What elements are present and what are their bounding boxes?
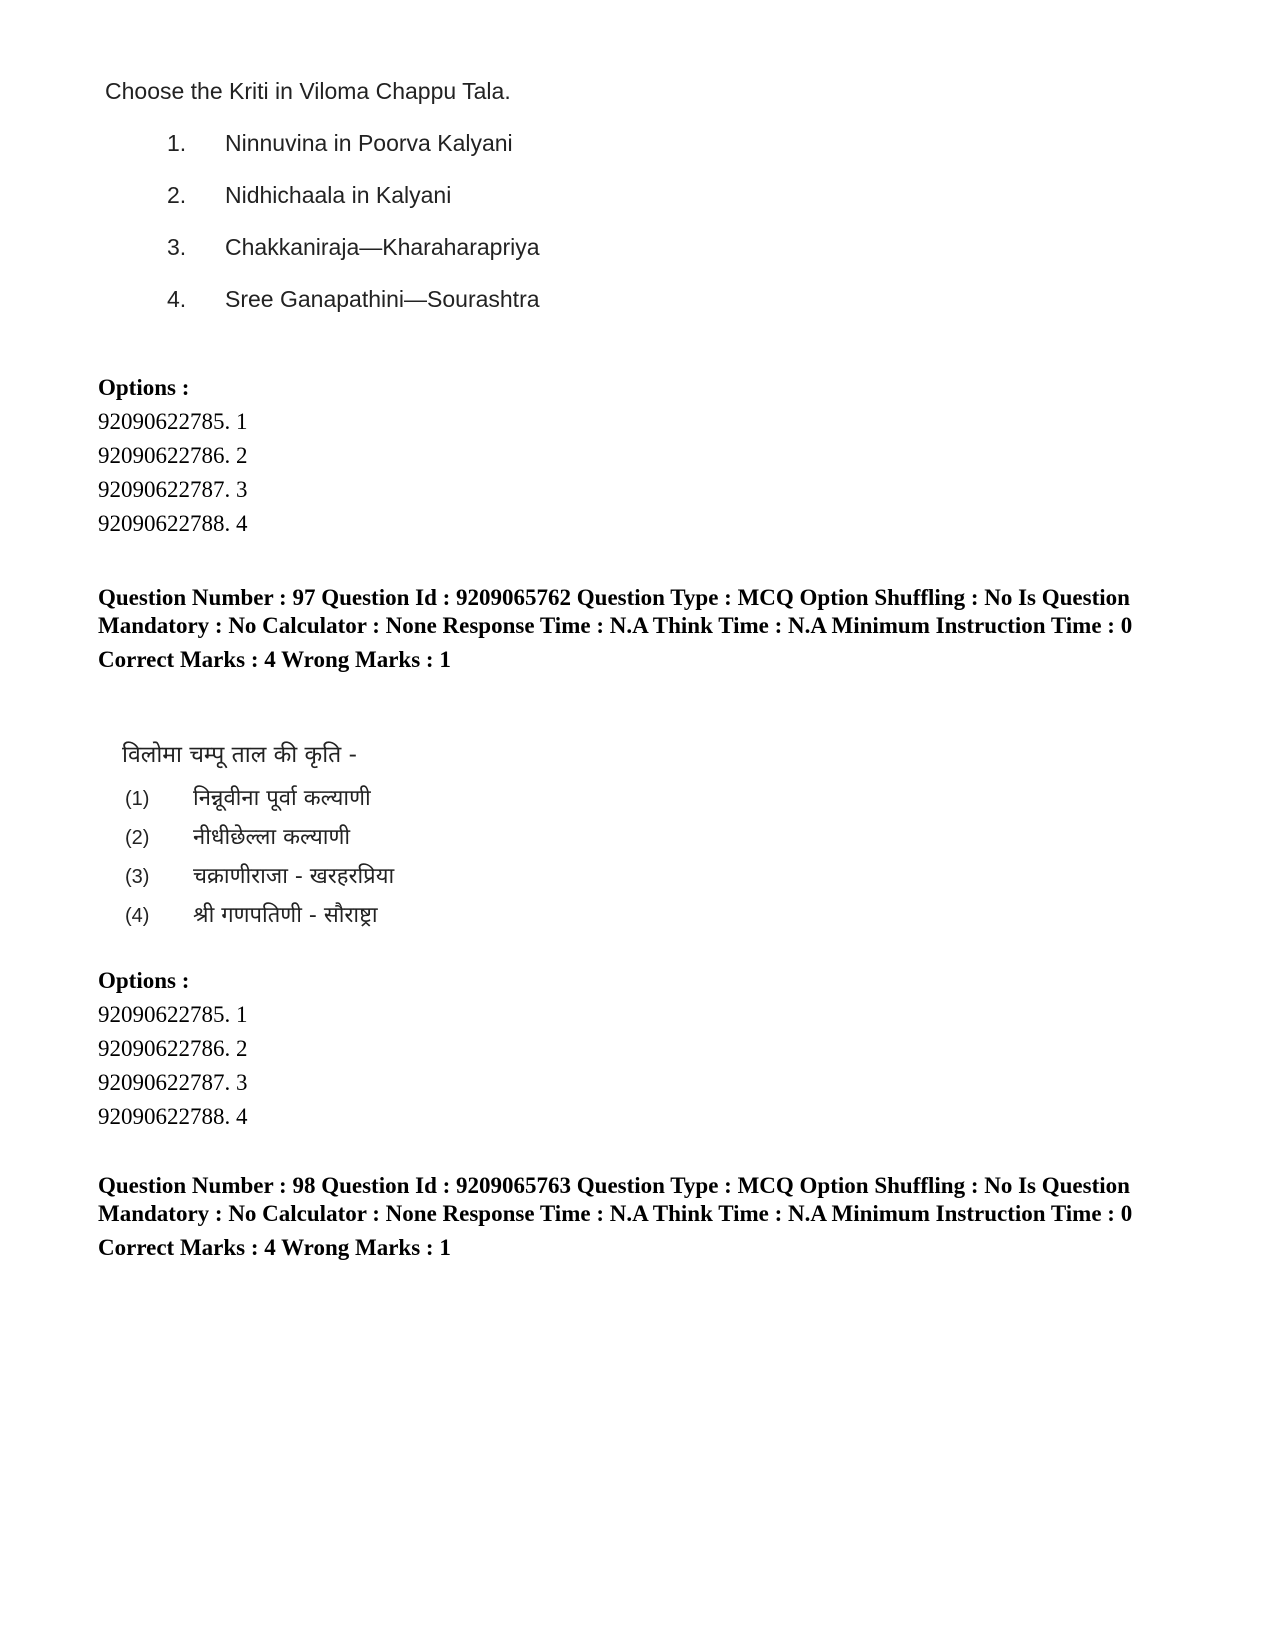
- question-choice-list: [125, 784, 394, 940]
- options-label: Options :: [98, 375, 190, 400]
- option-item: 92090622788. 4: [98, 1104, 248, 1129]
- choice-number: 3.: [167, 234, 187, 260]
- choice-text: Sree Ganapathini—Sourashtra: [225, 286, 540, 312]
- question-metadata: [98, 1172, 1208, 1262]
- options-label: Options :: [98, 968, 190, 993]
- option-item: 92090622787. 3: [98, 1070, 248, 1095]
- choice-text: Nidhichaala in Kalyani: [225, 182, 452, 208]
- choice-text: नीधीछेल्ला कल्याणी: [193, 825, 351, 850]
- question-choice: [125, 784, 394, 823]
- choice-text: श्री गणपतिणी - सौराष्ट्रा: [193, 903, 378, 928]
- question-metadata: [98, 584, 1208, 674]
- question-marks: Correct Marks : 4 Wrong Marks : 1: [98, 647, 451, 672]
- question-image-english: [105, 76, 540, 336]
- choice-text: Ninnuvina in Poorva Kalyani: [225, 130, 513, 156]
- question-stem: विलोमा चम्पू ताल की कृति -: [122, 742, 357, 768]
- option-item: 92090622785. 1: [98, 1002, 248, 1027]
- options-block: [98, 964, 248, 1134]
- question-choice: [125, 823, 394, 862]
- question-header: Question Number : 97 Question Id : 9209065762 Question Type : MCQ Option Shuffling : No Is Question Mandatory : No Calculator : None Response Time : N.A Think Time : N.A Minimum Instruction Time : 0: [98, 585, 1133, 638]
- choice-number: 2.: [167, 182, 187, 208]
- option-item: 92090622786. 2: [98, 1036, 248, 1061]
- choice-number: (2): [125, 827, 150, 849]
- question-marks: Correct Marks : 4 Wrong Marks : 1: [98, 1235, 451, 1260]
- choice-text: निन्नूवीना पूर्वा कल्याणी: [193, 786, 371, 811]
- question-choice-list: [167, 128, 540, 336]
- option-item: 92090622787. 3: [98, 477, 248, 502]
- option-item: 92090622785. 1: [98, 409, 248, 434]
- question-header: Question Number : 98 Question Id : 9209065763 Question Type : MCQ Option Shuffling : No Is Question Mandatory : No Calculator : None Response Time : N.A Think Time : N.A Minimum Instruction Time : 0: [98, 1173, 1133, 1226]
- choice-number: (1): [125, 788, 150, 810]
- question-image-hindi: [122, 740, 394, 940]
- choice-text: Chakkaniraja—Kharaharapriya: [225, 234, 540, 260]
- question-choice: [167, 232, 540, 284]
- options-block: [98, 371, 248, 541]
- option-item: 92090622786. 2: [98, 443, 248, 468]
- choice-number: (4): [125, 905, 150, 927]
- choice-number: 4.: [167, 286, 187, 312]
- option-item: 92090622788. 4: [98, 511, 248, 536]
- choice-number: 1.: [167, 130, 187, 156]
- question-choice: [167, 128, 540, 180]
- question-choice: [167, 284, 540, 336]
- choice-text: चक्राणीराजा - खरहरप्रिया: [193, 864, 395, 889]
- question-choice: [167, 180, 540, 232]
- choice-number: (3): [125, 866, 150, 888]
- question-choice: [125, 901, 394, 940]
- question-choice: [125, 862, 394, 901]
- question-stem: Choose the Kriti in Viloma Chappu Tala.: [105, 78, 511, 104]
